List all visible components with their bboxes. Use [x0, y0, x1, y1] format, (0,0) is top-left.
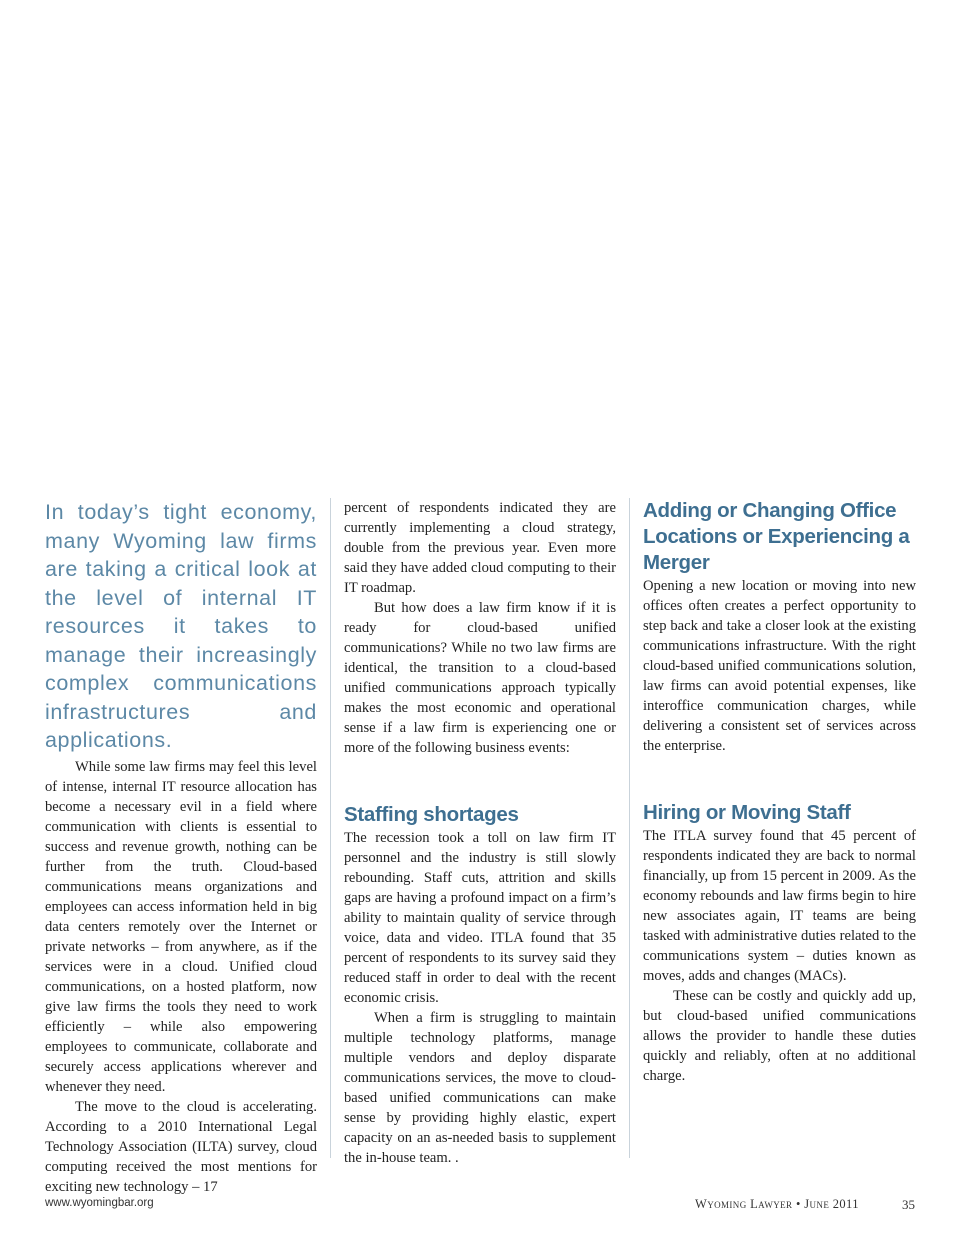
body-paragraph: percent of respondents indicated they are currently implementing a cloud strategy, double from the previous year. Even more said they have added cloud computing to their IT roadmap.	[344, 500, 616, 596]
column-3	[643, 498, 916, 1086]
body-paragraph: While some law firms may feel this level of intense, internal IT resource allocation has become a necessary evil in a field where communication with clients is essential to success and revenue growth, nothing can be further from the truth. Cloud-based communications means organizations and employees can access information held in big data centers remotely over the Internet or private networks – from anywhere, as if the services were in a cloud. Unified cloud communications, on a hosted platform, now give law firms the tools they need to work efficiently – while also empowering employees to communicate, collaborate and securely access applications wherever and whenever they need.	[45, 758, 317, 1095]
footer-publication: Wyoming Lawyer • June 2011	[695, 1197, 859, 1211]
column-divider	[629, 498, 630, 1158]
section-heading: Staffing shortages	[344, 803, 519, 826]
section-spacer	[643, 756, 916, 800]
body-paragraph: When a firm is struggling to maintain multiple technology platforms, manage multiple vendors and deploy disparate communications services, the move to cloud-based unified communications can make sense by providing highly elastic, expert capacity on an as-needed basis to supplement the in-house team. .	[344, 1010, 616, 1166]
body-paragraph: The ITLA survey found that 45 percent of respondents indicated they are back to normal financially, up from 15 percent in 2009. As the economy rebounds and law firms begin to hire new associates again, IT teams are being tasked with administrative duties related to the communications system – duties known as moves, adds and changes (MACs).	[643, 828, 916, 984]
column-divider	[330, 498, 331, 1158]
body-paragraph: Opening a new location or moving into new offices often creates a perfect opportunity to step back and take a closer look at the existing communications infrastructure. With the right cloud-based unified communications solution, law firms can avoid potential expenses, like interoffice communication charges, while delivering a consistent set of services across the enterprise.	[643, 578, 916, 754]
column-2	[344, 498, 616, 1168]
body-paragraph: These can be costly and quickly add up, but cloud-based unified communications allows the provider to handle these duties quickly and reliably, often at no additional charge.	[643, 988, 916, 1084]
column-1	[45, 498, 317, 1197]
body-paragraph: The recession took a toll on law firm IT personnel and the industry is still slowly rebounding. Staff cuts, attrition and skills gaps are having a profound impact on a firm’s ability to maintain quality of service through voice, data and video. ITLA found that 35 percent of respondents to its survey said they reduced staff in order to deal with the recent economic crisis.	[344, 830, 616, 1006]
body-paragraph: But how does a law firm know if it is ready for cloud-based unified communications? While no two law firms are identical, the transition to a cloud-based unified communications approach typically makes the most economic and operational sense if a law firm is experiencing one or more of the following business events:	[344, 600, 616, 756]
page-number: 35	[902, 1197, 915, 1212]
section-heading: Hiring or Moving Staff	[643, 801, 851, 824]
footer-website: www.wyomingbar.org	[45, 1197, 154, 1209]
section-spacer	[344, 758, 616, 802]
section-heading: Adding or Changing Office Locations or Experiencing a Merger	[643, 499, 910, 574]
body-paragraph: The move to the cloud is accelerating. According to a 2010 International Legal Technology Association (ILTA) survey, cloud computing received the most mentions for exciting new technology – 17	[45, 1098, 317, 1195]
pull-quote: In today’s tight economy, many Wyoming law firms are taking a critical look at the level of internal IT resources it takes to manage their increasingly complex communications infrastructures and applications.	[45, 500, 317, 752]
